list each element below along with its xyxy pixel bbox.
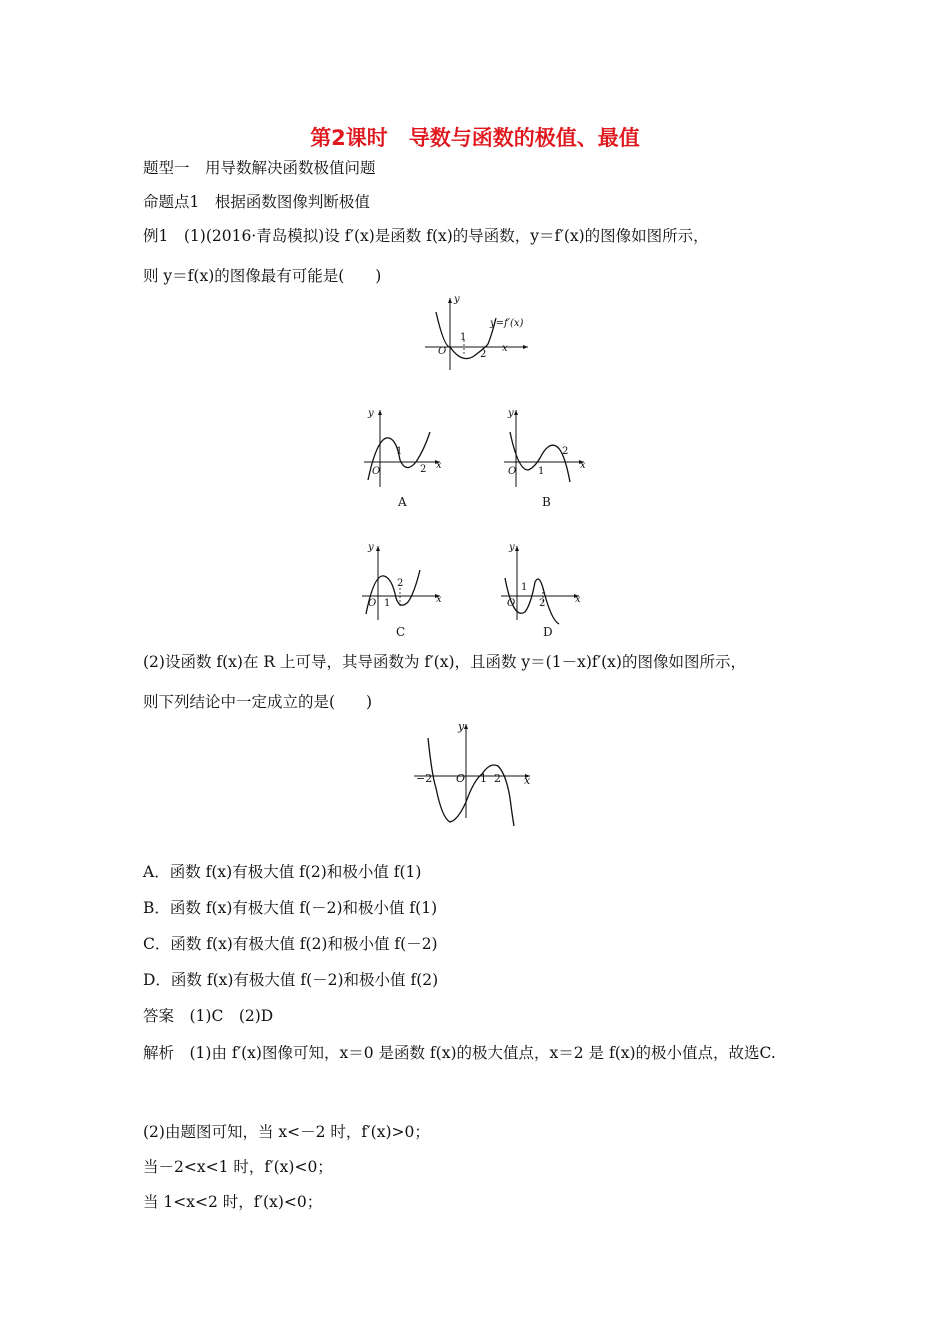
fig2-tick-1: 1 (480, 772, 487, 785)
fig2-curve (428, 738, 514, 826)
fig2-x-label: x (524, 774, 531, 787)
curve-label: y=f′(x) (490, 318, 524, 329)
y-axis-arrow (448, 298, 452, 303)
option-c-figure (358, 538, 448, 643)
step-1: (2)由题图可知，当 x<－2 时，f′(x)>0； (143, 1123, 430, 1141)
origin-label: O (438, 346, 447, 357)
option-a-y-label: y (368, 408, 374, 419)
option-a-tick-1: 1 (396, 446, 403, 457)
page-title: 第2课时 导数与函数的极值、最值 (310, 126, 640, 150)
step-2: 当－2<x<1 时，f′(x)<0； (143, 1158, 333, 1176)
example1-part1-line1: 例1 (1)(2016·青岛模拟)设 f′(x)是函数 f(x)的导函数，y＝f′(x)的图像如图所示， (143, 227, 709, 245)
option-c-origin: O (368, 598, 377, 609)
fig2-tick-2: 2 (494, 772, 501, 785)
option-a-caption: A (398, 495, 407, 509)
choice-c: C．函数 f(x)有极大值 f(2)和极小值 f(－2) (143, 935, 438, 953)
subsection-heading: 命题点1 根据函数图像判断极值 (143, 193, 370, 211)
tick-2: 2 (480, 349, 487, 360)
option-d-origin: O (507, 598, 516, 609)
option-c-tick-2: 2 (397, 578, 404, 589)
figure-2-graph (410, 718, 540, 834)
tick-1: 1 (460, 332, 467, 343)
example1-part2-line1: (2)设函数 f(x)在 R 上可导，其导函数为 f′(x)，且函数 y＝(1－x)f′(x)的图像如图所示， (143, 653, 746, 671)
choice-a: A．函数 f(x)有极大值 f(2)和极小值 f(1) (143, 863, 422, 881)
option-b-origin: O (508, 466, 517, 477)
y-label: y (454, 294, 460, 305)
option-a-x-label: x (436, 460, 442, 471)
x-label: x (502, 343, 508, 354)
choice-d: D．函数 f(x)有极大值 f(－2)和极小值 f(2) (143, 971, 439, 989)
option-c-x-label: x (436, 594, 442, 605)
answer-line: 答案 (1)C (2)D (143, 1007, 274, 1025)
option-a-origin: O (372, 466, 381, 477)
option-b-y-label: y (508, 408, 514, 419)
option-b-figure (500, 402, 590, 512)
fig2-y-axis-arrow (464, 724, 468, 729)
example1-part1-line2: 则 y＝f(x)的图像最有可能是( ) (143, 267, 382, 285)
x-axis-arrow (523, 345, 528, 349)
option-c-tick-1: 1 (384, 598, 391, 609)
option-d-tick-2: 2 (539, 598, 546, 609)
option-d-caption: D (543, 625, 553, 639)
option-c-y-label: y (368, 542, 374, 553)
option-d-y-label: y (509, 542, 515, 553)
fig2-y-label: y (458, 720, 465, 733)
option-a-tick-2: 2 (420, 464, 427, 475)
step-3: 当 1<x<2 时，f′(x)<0； (143, 1193, 323, 1211)
fig2-tick-neg2: −2 (416, 772, 433, 785)
fig2-origin: O (456, 772, 466, 785)
option-d-tick-1: 1 (521, 582, 528, 593)
example1-part2-line2: 则下列结论中一定成立的是( ) (143, 693, 373, 711)
option-b-tick-1: 1 (538, 466, 545, 477)
option-b-x-label: x (580, 460, 586, 471)
option-c-caption: C (396, 625, 406, 639)
section-heading: 题型一 用导数解决函数极值问题 (143, 159, 376, 177)
option-a-figure (360, 402, 450, 512)
option-d-x-label: x (575, 594, 581, 605)
option-b-caption: B (542, 495, 551, 509)
choice-b: B．函数 f(x)有极大值 f(－2)和极小值 f(1) (143, 899, 438, 917)
derivative-graph-figure (420, 292, 540, 377)
option-d-figure (497, 538, 587, 643)
analysis-paragraph: 解析 (1)由 f′(x)图像可知，x＝0 是函数 f(x)的极大值点，x＝2 是 f(x)的极小值点，故选C. (143, 1044, 776, 1062)
option-b-tick-2: 2 (562, 446, 569, 457)
